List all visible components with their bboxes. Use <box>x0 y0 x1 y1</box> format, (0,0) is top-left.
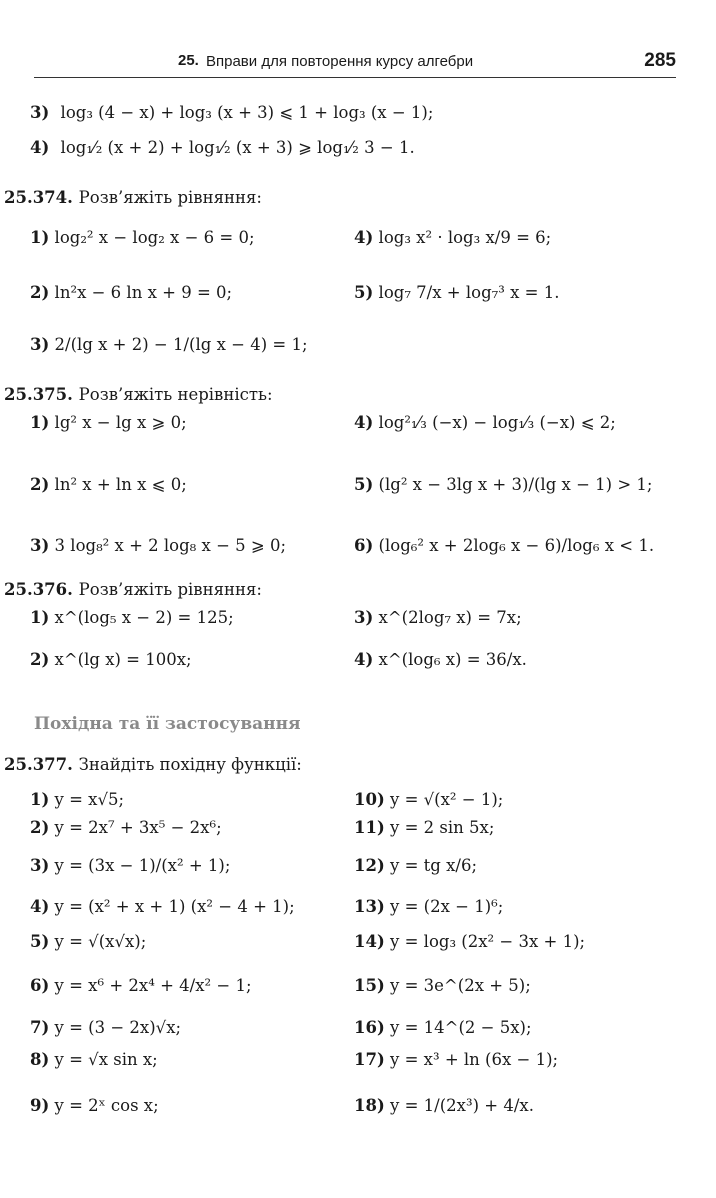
ex377-item-3: 3) y = (3x − 1)/(x² + 1); <box>30 856 231 875</box>
ex375-item-3-expr: 3 log₈² x + 2 log₈ x − 5 ⩾ 0; <box>54 536 287 555</box>
ex374-item-1-expr: log₂² x − log₂ x − 6 = 0; <box>54 228 255 247</box>
ex374-item-5: 5) log₇ 7/x + log₇³ x = 1. <box>354 283 560 302</box>
page-number: 285 <box>644 50 676 71</box>
ex375-item-2-expr: ln² x + ln x ⩽ 0; <box>54 475 187 494</box>
ex377-item-16: 16) y = 14^(2 − 5x); <box>354 1018 532 1037</box>
ex377-item-10: 10) y = √(x² − 1); <box>354 790 504 809</box>
ex374-item-3-expr: 2/(lg x + 2) − 1/(lg x − 4) = 1; <box>54 335 308 354</box>
ex377-item-1: 1) y = x√5; <box>30 790 125 809</box>
ex375-item-1: 1) lg² x − lg x ⩾ 0; <box>30 413 187 432</box>
ex377-item-12: 12) y = tg x/6; <box>354 856 478 875</box>
ex377-item-8: 8) y = √x sin x; <box>30 1050 158 1069</box>
prev-item-3: 3) log₃ (4 − x) + log₃ (x + 3) ⩽ 1 + log₃ (x − 1); <box>30 103 434 122</box>
header-section-title: Вправи для повторення курсу алгебри <box>206 53 474 70</box>
section-heading: Похідна та її застосування <box>34 714 301 734</box>
ex376-item-2-expr: x^(lg x) = 100x; <box>54 650 192 669</box>
ex376-item-4-expr: x^(log₆ x) = 36/x. <box>378 650 527 669</box>
ex375-item-4: 4) log²₁⁄₃ (−x) − log₁⁄₃ (−x) ⩽ 2; <box>354 413 616 432</box>
ex376-item-3-expr: x^(2log₇ x) = 7x; <box>378 608 522 627</box>
ex377-item-15: 15) y = 3e^(2x + 5); <box>354 976 531 995</box>
ex377-item-5: 5) y = √(x√x); <box>30 932 147 951</box>
ex376-item-1: 1) x^(log₅ x − 2) = 125; <box>30 608 234 627</box>
running-header <box>0 50 716 80</box>
ex377-item-18: 18) y = 1/(2x³) + 4/x. <box>354 1096 534 1115</box>
ex377-item-13: 13) y = (2x − 1)⁶; <box>354 897 504 916</box>
exercise-377-heading: 25.377. Знайдіть похідну функції: <box>4 755 302 774</box>
ex375-item-3: 3) 3 log₈² x + 2 log₈ x − 5 ⩾ 0; <box>30 536 287 555</box>
exercise-376-heading: 25.376. Розв’яжіть рівняння: <box>4 580 262 599</box>
ex377-item-14: 14) y = log₃ (2x² − 3x + 1); <box>354 932 586 951</box>
ex377-item-17: 17) y = x³ + ln (6x − 1); <box>354 1050 559 1069</box>
ex377-item-4: 4) y = (x² + x + 1) (x² − 4 + 1); <box>30 897 295 916</box>
ex374-item-2-expr: ln²x − 6 ln x + 9 = 0; <box>54 283 233 302</box>
prev-item-4-expr: log₁⁄₂ (x + 2) + log₁⁄₂ (x + 3) ⩾ log₁⁄₂ 3 − 1. <box>60 138 415 157</box>
ex377-item-9: 9) y = 2ˣ cos x; <box>30 1096 159 1115</box>
ex375-item-5: 5) (lg² x − 3lg x + 3)/(lg x − 1) > 1; <box>354 475 653 494</box>
ex376-item-2: 2) x^(lg x) = 100x; <box>30 650 192 669</box>
ex375-item-6-expr: (log₆² x + 2log₆ x − 6)/log₆ x < 1. <box>378 536 655 555</box>
ex374-item-5-expr: log₇ 7/x + log₇³ x = 1. <box>378 283 560 302</box>
ex375-item-1-expr: lg² x − lg x ⩾ 0; <box>54 413 187 432</box>
ex375-item-5-expr: (lg² x − 3lg x + 3)/(lg x − 1) > 1; <box>378 475 653 494</box>
ex377-item-6: 6) y = x⁶ + 2x⁴ + 4/x² − 1; <box>30 976 252 995</box>
ex375-item-4-expr: log²₁⁄₃ (−x) − log₁⁄₃ (−x) ⩽ 2; <box>378 413 616 432</box>
ex376-item-1-expr: x^(log₅ x − 2) = 125; <box>54 608 234 627</box>
ex375-item-6: 6) (log₆² x + 2log₆ x − 6)/log₆ x < 1. <box>354 536 655 555</box>
exercise-375-heading: 25.375. Розв’яжіть нерівність: <box>4 385 273 404</box>
exercise-374-heading: 25.374. Розв’яжіть рівняння: <box>4 188 262 207</box>
ex375-item-2: 2) ln² x + ln x ⩽ 0; <box>30 475 187 494</box>
ex374-item-3: 3) 2/(lg x + 2) − 1/(lg x − 4) = 1; <box>30 335 308 354</box>
ex377-item-7: 7) y = (3 − 2x)√x; <box>30 1018 182 1037</box>
header-section-number: 25. <box>178 52 199 69</box>
ex377-item-11: 11) y = 2 sin 5x; <box>354 818 495 837</box>
prev-item-3-expr: log₃ (4 − x) + log₃ (x + 3) ⩽ 1 + log₃ (x − 1); <box>60 103 434 122</box>
ex376-item-4: 4) x^(log₆ x) = 36/x. <box>354 650 527 669</box>
ex374-item-1: 1) log₂² x − log₂ x − 6 = 0; <box>30 228 255 247</box>
ex374-item-4-expr: log₃ x² · log₃ x/9 = 6; <box>378 228 552 247</box>
header-rule <box>34 77 676 78</box>
ex374-item-4: 4) log₃ x² · log₃ x/9 = 6; <box>354 228 552 247</box>
ex377-item-2: 2) y = 2x⁷ + 3x⁵ − 2x⁶; <box>30 818 222 837</box>
ex374-item-2: 2) ln²x − 6 ln x + 9 = 0; <box>30 283 233 302</box>
prev-item-4: 4) log₁⁄₂ (x + 2) + log₁⁄₂ (x + 3) ⩾ log₁⁄₂ 3 − 1. <box>30 138 415 157</box>
ex376-item-3: 3) x^(2log₇ x) = 7x; <box>354 608 522 627</box>
